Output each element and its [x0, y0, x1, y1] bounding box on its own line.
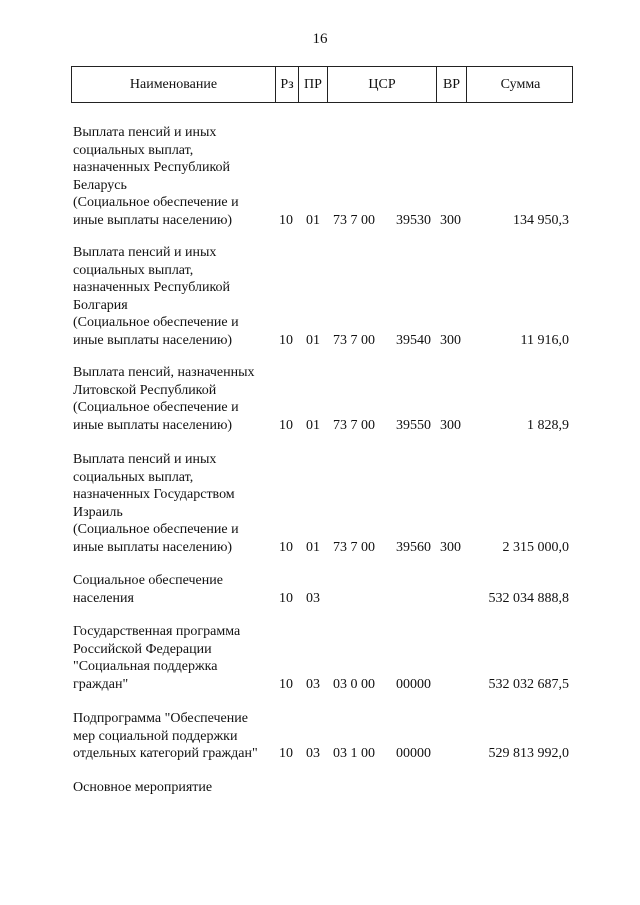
description-line: иные выплаты населению) — [73, 332, 233, 348]
description-line: Выплата пенсий и иных — [73, 245, 217, 260]
cell-pr: 03 — [306, 746, 320, 761]
description-line: Социальное обеспечение — [73, 573, 223, 588]
cell-sum: 134 950,3 — [513, 212, 569, 228]
header-pr: ПР — [299, 67, 328, 102]
cell-rz: 10 — [279, 746, 293, 761]
description-line: мер социальной поддержки — [73, 728, 238, 744]
header-name: Наименование — [72, 67, 276, 102]
description-line: иные выплаты населению) — [73, 539, 233, 555]
description-line: Российской Федерации — [73, 641, 212, 657]
cell-csr-program: 73 7 00 — [333, 212, 375, 228]
description-line: иные выплаты населению) — [73, 417, 233, 433]
cell-rz: 10 — [279, 212, 293, 228]
cell-vr: 300 — [440, 212, 461, 228]
description-line: (Социальное обеспечение и — [73, 315, 239, 330]
row-description — [73, 710, 279, 763]
description-line: социальных выплат, — [73, 262, 194, 278]
cell-vr: 300 — [440, 539, 461, 555]
description-line: Болгария — [73, 297, 128, 313]
cell-pr: 01 — [306, 332, 320, 348]
cell-csr-program: 73 7 00 — [333, 417, 375, 433]
cell-rz: 10 — [279, 590, 293, 606]
row-description — [73, 124, 279, 229]
description-line: (Социальное обеспечение и — [73, 195, 239, 210]
description-line: отдельных категорий граждан" — [73, 746, 258, 761]
row-description — [73, 364, 279, 434]
description-line: назначенных Республикой — [73, 280, 231, 295]
description-line: (Социальное обеспечение и — [73, 522, 239, 537]
description-line: Израиль — [73, 504, 123, 520]
cell-csr-program: 73 7 00 — [333, 332, 375, 348]
row-description — [73, 451, 279, 556]
cell-pr: 03 — [306, 590, 320, 606]
cell-sum: 2 315 000,0 — [502, 539, 569, 555]
cell-rz: 10 — [279, 676, 293, 692]
description-line: "Социальная поддержка — [73, 659, 218, 674]
row-description — [73, 572, 279, 607]
row-description — [73, 779, 279, 797]
cell-sum: 532 034 888,8 — [488, 590, 569, 606]
cell-rz: 10 — [279, 417, 293, 433]
description-line: (Социальное обеспечение и — [73, 400, 239, 415]
description-line: Беларусь — [73, 177, 127, 193]
row-description — [73, 244, 279, 349]
cell-csr-program: 03 1 00 — [333, 746, 375, 761]
description-line: Подпрограмма "Обеспечение — [73, 711, 248, 726]
description-line: социальных выплат, — [73, 469, 194, 485]
description-line: Выплата пенсий и иных — [73, 452, 217, 467]
header-csr: ЦСР — [328, 67, 437, 102]
description-line: Основное мероприятие — [73, 780, 213, 795]
cell-rz: 10 — [279, 539, 293, 555]
description-line: социальных выплат, — [73, 142, 194, 158]
cell-csr-direction: 00000 — [396, 676, 431, 692]
cell-sum: 11 916,0 — [520, 332, 569, 348]
description-line: Литовской Республикой — [73, 382, 217, 398]
description-line: назначенных Республикой — [73, 160, 231, 175]
cell-sum: 529 813 992,0 — [488, 746, 569, 761]
description-line: назначенных Государством — [73, 487, 235, 502]
cell-csr-program: 03 0 00 — [333, 676, 375, 692]
cell-csr-direction: 39530 — [396, 212, 431, 228]
cell-vr: 300 — [440, 417, 461, 433]
cell-sum: 1 828,9 — [527, 417, 569, 433]
header-sum: Сумма — [500, 76, 541, 92]
cell-rz: 10 — [279, 332, 293, 348]
table-header — [71, 66, 573, 103]
description-line: Выплата пенсий, назначенных — [73, 365, 255, 380]
cell-csr-direction: 39560 — [396, 539, 431, 555]
cell-csr-direction: 39550 — [396, 417, 431, 433]
cell-csr-program: 73 7 00 — [333, 539, 375, 555]
cell-pr: 01 — [306, 212, 320, 228]
header-vr: ВР — [437, 67, 467, 102]
cell-pr: 01 — [306, 539, 320, 555]
description-line: населения — [73, 590, 134, 606]
cell-pr: 03 — [306, 676, 320, 692]
cell-sum: 532 032 687,5 — [488, 676, 569, 692]
cell-vr: 300 — [440, 332, 461, 348]
description-line: иные выплаты населению) — [73, 212, 233, 228]
cell-csr-direction: 39540 — [396, 332, 431, 348]
cell-pr: 01 — [306, 417, 320, 433]
description-line: Государственная программа — [73, 624, 241, 639]
page-number: 16 — [312, 31, 328, 47]
description-line: граждан" — [73, 676, 129, 692]
cell-csr-direction: 00000 — [396, 746, 431, 761]
row-description — [73, 623, 279, 693]
description-line: Выплата пенсий и иных — [73, 125, 217, 140]
header-rz: Рз — [276, 67, 299, 102]
